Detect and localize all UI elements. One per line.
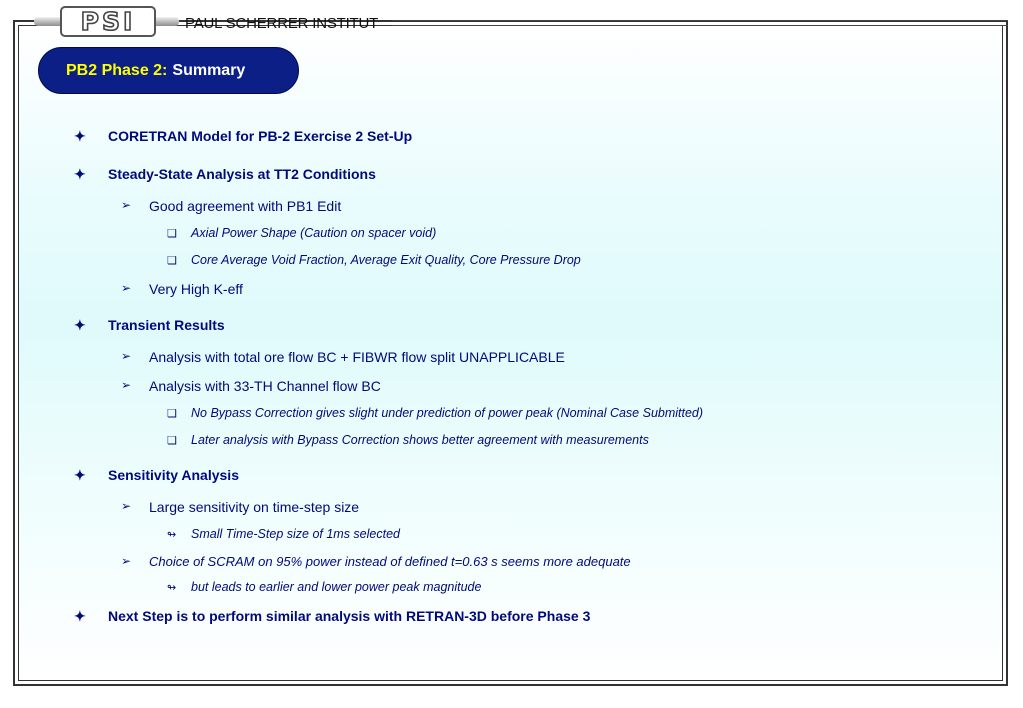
logo-text: PSI [80,7,136,36]
star-bullet-icon: ✦ [74,317,86,333]
checkbox-bullet-icon: ❑ [167,228,177,240]
checkbox-bullet-icon: ❑ [167,408,177,420]
list-item-text: Very High K-eff [149,281,243,297]
header-divider-right [392,20,1008,26]
list-item-text: Steady-State Analysis at TT2 Conditions [108,166,376,182]
arrow-bullet-icon: ➢ [121,198,132,212]
list-item-text: but leads to earlier and lower power peak magnitude [191,580,482,594]
institute-name: PAUL SCHERRER INSTITUT [185,15,379,32]
arrow-bullet-icon: ➢ [121,554,132,568]
slide-title [38,47,299,94]
checkbox-bullet-icon: ❑ [167,435,177,447]
list-item-text: No Bypass Correction gives slight under prediction of power peak (Nominal Case Submitted) [191,406,704,420]
curved-arrow-bullet-icon: ↬ [167,529,177,541]
slide-title-part1: PB2 Phase 2: [66,61,168,79]
list-item-text: Analysis with 33-TH Channel flow BC [149,378,381,394]
list-item-text: Large sensitivity on time-step size [149,499,360,515]
star-bullet-icon: ✦ [74,467,86,483]
list-item-text: Later analysis with Bypass Correction shows better agreement with measurements [191,433,649,447]
list-item-text: Axial Power Shape (Caution on spacer void) [191,226,437,240]
star-bullet-icon: ✦ [74,166,86,182]
list-item-text: Good agreement with PB1 Edit [149,198,342,214]
slide-title-part2: Summary [172,61,246,79]
list-item-text: Core Average Void Fraction, Average Exit Quality, Core Pressure Drop [191,253,581,267]
list-item-text: Transient Results [108,317,225,333]
star-bullet-icon: ✦ [74,608,86,624]
star-bullet-icon: ✦ [74,128,86,144]
list-item-text: Next Step is to perform similar analysis with RETRAN-3D before Phase 3 [108,608,591,624]
logo-box [60,6,156,37]
list-item-text: Small Time-Step size of 1ms selected [191,527,400,541]
curved-arrow-bullet-icon: ↬ [167,582,177,594]
list-item-text: Choice of SCRAM on 95% power instead of defined t=0.63 s seems more adequate [149,554,631,569]
arrow-bullet-icon: ➢ [121,281,132,295]
arrow-bullet-icon: ➢ [121,378,132,392]
list-item-text: CORETRAN Model for PB-2 Exercise 2 Set-Up [108,128,413,144]
arrow-bullet-icon: ➢ [121,349,132,363]
arrow-bullet-icon: ➢ [121,499,132,513]
list-item-text: Analysis with total ore flow BC + FIBWR flow split UNAPPLICABLE [149,349,565,365]
checkbox-bullet-icon: ❑ [167,255,177,267]
list-item-text: Sensitivity Analysis [108,467,239,483]
